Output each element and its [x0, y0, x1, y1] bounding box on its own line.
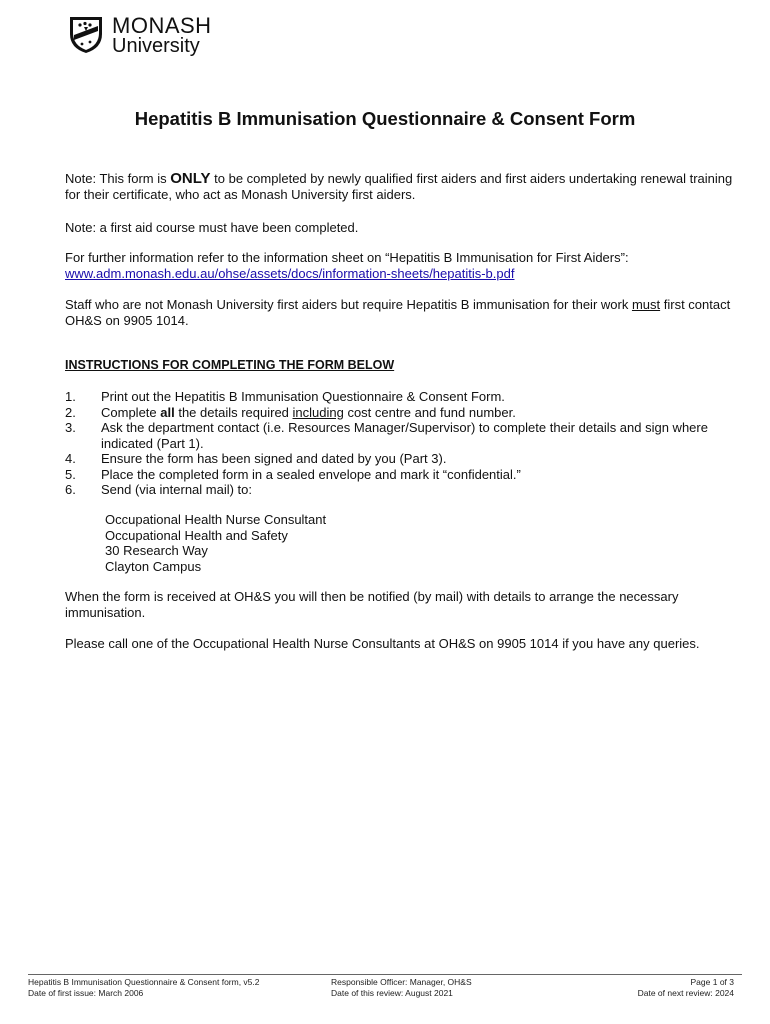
course-note: Note: a first aid course must have been completed.: [65, 220, 359, 235]
footer-review-date: Date of this review: August 2021: [331, 987, 453, 998]
footer-next-review: Date of next review: 2024: [637, 987, 734, 998]
step-text-underline: including: [292, 404, 344, 420]
footer-divider: [28, 974, 742, 975]
step-text-bold: all: [160, 404, 175, 420]
staff-note-body: first contact OH&S on 9905 1014.: [65, 297, 731, 328]
further-info: [65, 250, 735, 282]
step-number: 4.: [65, 451, 76, 466]
footer-page-info: [638, 977, 734, 998]
address-line: Clayton Campus: [105, 558, 202, 574]
step-number: 2.: [65, 404, 76, 420]
list-item: [65, 467, 735, 483]
instructions-heading: INSTRUCTIONS FOR COMPLETING THE FORM BELOW: [65, 358, 395, 372]
eligibility-note: [65, 171, 735, 203]
mailing-address: [105, 512, 326, 574]
address-line: Occupational Health and Safety: [105, 527, 288, 543]
note-emphasis: ONLY: [170, 170, 211, 187]
step-number: 1.: [65, 389, 76, 404]
monash-crest-icon: [68, 14, 104, 54]
further-info-text: For further information refer to the information sheet on “Hepatitis B Immunisation for First Aiders”:: [65, 250, 629, 265]
footer-document-info: [28, 977, 260, 998]
footer-responsible-officer: Responsible Officer: Manager, OH&S: [331, 977, 472, 987]
list-item: [65, 405, 735, 421]
step-number: 5.: [65, 466, 76, 482]
step-text: Place the completed form in a sealed envelope and mark it “confidential.”: [101, 466, 521, 482]
info-sheet-link[interactable]: www.adm.monash.edu.au/ohse/assets/docs/information-sheets/hepatitis-b.pdf: [65, 266, 515, 281]
list-item: [65, 451, 735, 467]
instructions-list: [65, 389, 735, 498]
step-text: [101, 405, 735, 421]
address-line: Occupational Health Nurse Consultant: [105, 512, 327, 527]
address-line: 30 Research Way: [105, 543, 208, 558]
footer-review-info: [331, 977, 472, 998]
contact-note: Please call one of the Occupational Health Nurse Consultants at OH&S on 9905 1014 if you have any queries.: [65, 636, 700, 651]
footer-form-version: Hepatitis B Immunisation Questionnaire & Consent form, v5.2: [28, 977, 260, 987]
step-text: Ask the department contact (i.e. Resources Manager/Supervisor) to complete their details and sign where indicated (Part 1).: [101, 420, 708, 451]
step-number: 3.: [65, 420, 76, 435]
staff-note-emphasis: must: [631, 297, 661, 312]
step-number: 6.: [65, 482, 76, 497]
step-text: Send (via internal mail) to:: [101, 482, 253, 497]
monash-logo: [68, 14, 218, 58]
note-prefix: Note: This form is: [65, 171, 171, 186]
staff-note-prefix: Staff who are not Monash University first aiders but require Hepatitis B immunisation for their work: [65, 297, 632, 312]
step-text: Print out the Hepatitis B Immunisation Questionnaire & Consent Form.: [101, 389, 505, 404]
page-title: Hepatitis B Immunisation Questionnaire & Consent Form: [134, 108, 636, 129]
logo-subtitle: University: [112, 35, 200, 57]
logo-wordmark: MONASH: [112, 13, 212, 38]
footer-first-issue: Date of first issue: March 2006: [28, 987, 144, 998]
staff-note: [65, 297, 735, 329]
page-number: Page 1 of 3: [690, 977, 734, 987]
list-item: [65, 389, 735, 405]
list-item: [65, 482, 735, 498]
step-text-mid: the details required: [174, 404, 293, 420]
notification-note: When the form is received at OH&S you will then be notified (by mail) with details to arrange the necessary immunisation.: [65, 589, 679, 620]
step-text: Ensure the form has been signed and dated by you (Part 3).: [101, 451, 447, 466]
list-item: [65, 420, 735, 451]
note-body: to be completed by newly qualified first aiders and first aiders undertaking renewal training for their certificate, who act as Monash University first aiders.: [65, 171, 733, 202]
step-text-pre: Complete: [101, 404, 161, 420]
step-text-post: cost centre and fund number.: [343, 404, 516, 420]
